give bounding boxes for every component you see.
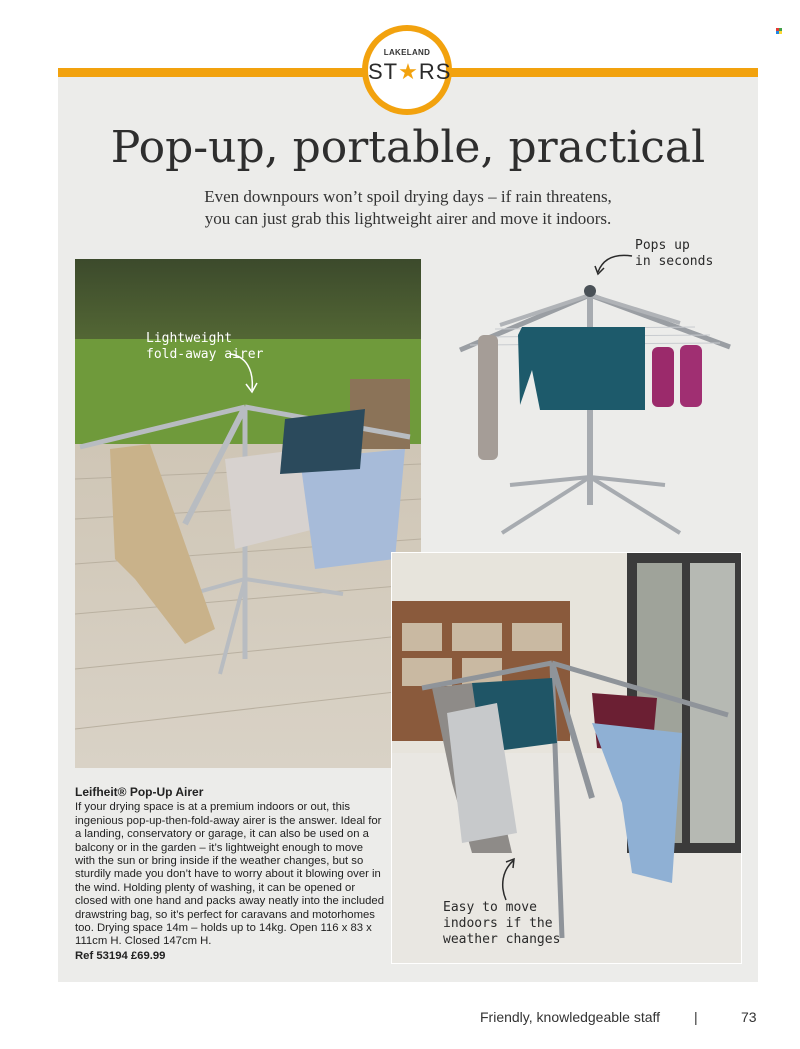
footer-separator: | bbox=[694, 1009, 698, 1025]
page-number: 73 bbox=[741, 1009, 757, 1025]
footer-tagline: Friendly, knowledgeable staff bbox=[480, 1009, 661, 1025]
callout-pops-up: Pops up in seconds bbox=[635, 238, 714, 269]
badge-stars-wordmark: ST★RS bbox=[368, 59, 452, 84]
arrow-icon bbox=[228, 350, 262, 401]
callout-easy-to-move: Easy to move indoors if the weather changes bbox=[443, 900, 561, 947]
product-cutout-image bbox=[440, 255, 750, 545]
arrow-icon bbox=[594, 250, 634, 285]
product-title: Leifheit® Pop-Up Airer bbox=[75, 785, 204, 799]
arrow-icon bbox=[496, 856, 520, 907]
product-description-block bbox=[75, 786, 385, 963]
corner-logo-mark bbox=[776, 21, 782, 27]
page-headline: Pop-up, portable, practical bbox=[110, 122, 706, 173]
lakeland-stars-badge bbox=[362, 25, 452, 115]
product-description: If your drying space is at a premium indoors or out, this ingenious pop-up-then-fold-away airer is the answer. Ideal for a landing, conservatory or garage, it can also be used on a balcony or in the garden – it’s lightweight enough to move with the sun or bring inside if the weather changes, but so sturdily made you don’t have to worry about it blowing over in the wind. Holding plenty of washing, it can be opened or closed with one hand and packs away neatly into the included drawstring bag, so it’s perfect for caravans and motorhomes too. Drying space 14m – holds up to 14kg. Open 116 x 83 x 111cm H. Closed 147cm H. bbox=[75, 801, 384, 948]
callout-lightweight: Lightweight fold-away airer bbox=[146, 331, 264, 362]
product-ref-price: Ref 53194 £69.99 bbox=[75, 949, 166, 962]
star-icon: ★ bbox=[398, 59, 419, 84]
badge-brand: LAKELAND bbox=[383, 48, 431, 57]
intro-text: Even downpours won’t spoil drying days – if rain threatens, you can just grab this lightweight airer and move it indoors. bbox=[204, 187, 612, 228]
